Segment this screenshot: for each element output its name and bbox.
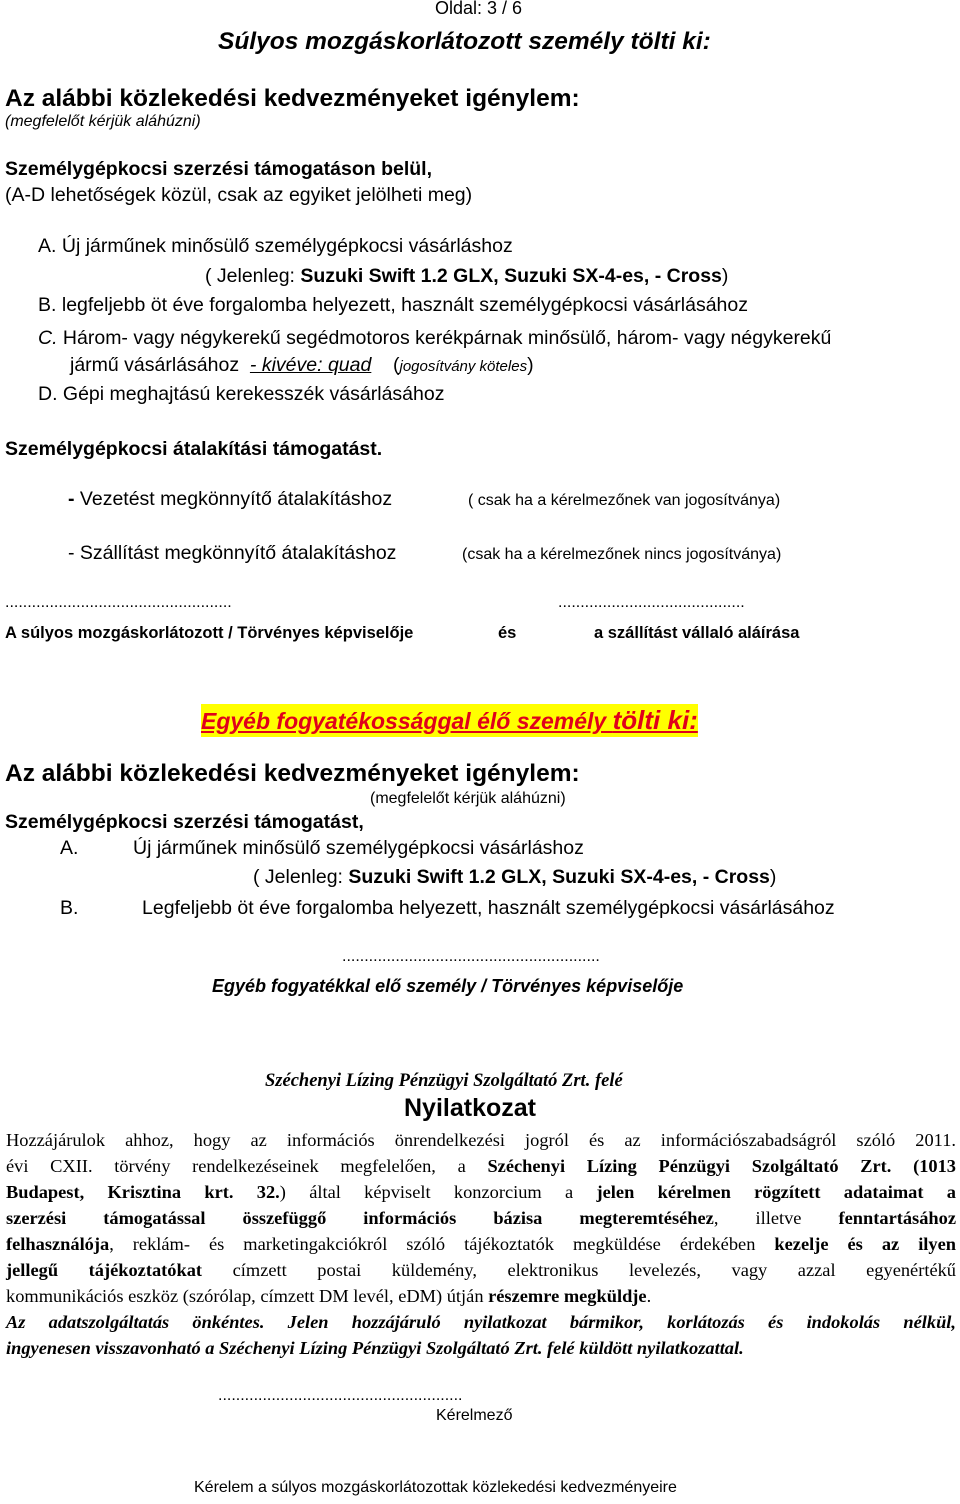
declaration-voluntary-line: ingyenesen visszavonható a Széchenyi Lízing Pénzügyi Szolgáltató Zrt. felé küldött nyilatkozattal.: [6, 1338, 744, 1358]
section2-option-b-letter: B.: [60, 897, 79, 919]
applicant-label: Kérelmező: [436, 1407, 513, 1424]
declaration-company: Széchenyi Lízing Pénzügyi Szolgáltató Zrt. felé: [265, 1071, 623, 1091]
page-footer: Kérelem a súlyos mozgáskorlátozottak közlekedési kedvezményeire: [194, 1479, 677, 1496]
option-c-exception: - kivéve: quad: [249, 354, 372, 376]
signature-label-and: és: [498, 624, 517, 642]
conversion-option-driving-note: ( csak ha a kérelmezőnek van jogosítványa): [468, 492, 781, 509]
declaration-line: jellegű tájékoztatókat címzett postai küldemény, elektronikus levelezés, vagy azzal egyenértékű: [6, 1260, 956, 1280]
declaration-voluntary-line: Az adatszolgáltatás önkéntes. Jelen hozzájáruló nyilatkozat bármikor, korlátozás és indokolás nélkül,: [6, 1312, 956, 1332]
section2-note: (megfelelőt kérjük aláhúzni): [370, 790, 566, 807]
option-a-text: Új járműnek minősülő személygépkocsi vásárláshoz: [61, 235, 513, 257]
declaration-title: Nyilatkozat: [404, 1094, 536, 1122]
section2-option-b-text: Legfeljebb öt éve forgalomba helyezett, használt személygépkocsi vásárlásához: [142, 897, 835, 919]
signature-label-transporter: a szállítást vállaló aláírása: [594, 624, 800, 642]
option-c: [38, 327, 831, 350]
page-number: Oldal: 3 / 6: [435, 0, 523, 18]
option-a-letter: A.: [38, 235, 57, 257]
option-d-letter: D.: [38, 383, 58, 405]
conversion-option-driving: - Vezetést megkönnyítő átalakításhoz: [68, 488, 393, 510]
section2-option-a-text: Új járműnek minősülő személygépkocsi vásárláshoz: [133, 837, 584, 859]
section2-title: Egyéb fogyatékossággal élő személy tölti ki:: [201, 705, 698, 735]
section2-purchase-title: Személygépkocsi szerzési támogatást,: [5, 811, 364, 833]
declaration-line: kommunikációs eszköz (szórólap, címzett DM levél, eDM) útján részemre megküldje.: [6, 1286, 652, 1306]
section1-heading: Az alábbi közlekedési kedvezményeket igénylem:: [5, 85, 580, 112]
option-c-letter: C.: [38, 327, 58, 349]
option-d-text: Gépi meghajtású kerekesszék vásárlásához: [62, 383, 445, 405]
purchase-support-note: (A-D lehetőségek közül, csak az egyiket jelölheti meg): [5, 184, 473, 206]
declaration-line: Hozzájárulok ahhoz, hogy az információs önrendelkezési jogról és az információszabadságról szóló 2011.: [6, 1130, 956, 1150]
applicant-signature-dots: .......................................................: [218, 1387, 463, 1404]
section2-option-a-letter: A.: [60, 837, 79, 859]
option-b: [38, 294, 748, 317]
option-b-text: legfeljebb öt éve forgalomba helyezett, használt személygépkocsi vásárlásához: [61, 294, 748, 316]
section2-option-a-current-models: ( Jelenleg: Suzuki Swift 1.2 GLX, Suzuki SX-4-es, - Cross): [253, 866, 777, 888]
option-c-license: jogosítvány köteles: [399, 358, 528, 375]
declaration-line: évi CXII. törvény rendelkezéseinek megfelelően, a Széchenyi Lízing Pénzügyi Szolgáltató Zrt. (1013: [6, 1156, 956, 1176]
section1-note: (megfelelőt kérjük aláhúzni): [5, 113, 201, 130]
section1-title: Súlyos mozgáskorlátozott személy tölti ki:: [218, 28, 711, 55]
section2-signature-dots: ..........................................................: [342, 948, 600, 965]
declaration-line: felhasználója, reklám- és marketingakciókról szóló tájékoztatók megküldése érdekében kezelje és az ilyen: [6, 1234, 957, 1254]
declaration-line: Budapest, Krisztina krt. 32.) által képviselt konzorcium a jelen kérelmen rögzített adataimat a: [6, 1182, 956, 1202]
option-a-current-models: ( Jelenleg: Suzuki Swift 1.2 GLX, Suzuki SX-4-es, - Cross): [205, 265, 729, 287]
purchase-support-title: Személygépkocsi szerzési támogatáson belül,: [5, 158, 432, 180]
option-c-text: Három- vagy négykerekű segédmotoros kerékpárnak minősülő, három- vagy négykerekű: [62, 327, 832, 349]
conversion-option-transport: - Szállítást megkönnyítő átalakításhoz: [68, 542, 397, 564]
option-d: [38, 383, 444, 406]
conversion-support-title: Személygépkocsi átalakítási támogatást.: [5, 438, 383, 460]
conversion-option-transport-note: (csak ha a kérelmezőnek nincs jogosítványa): [462, 546, 782, 563]
signature-dots-left: ...................................................: [5, 594, 232, 611]
section2-signature-label: Egyéb fogyatékkal elő személy / Törvényes képviselője: [212, 976, 684, 996]
option-b-letter: B.: [38, 294, 57, 316]
signature-dots-right: ..........................................: [558, 594, 745, 611]
option-a: [38, 235, 513, 258]
option-c-continued: jármű vásárlásához - kivéve: quad (jogosítvány köteles): [70, 354, 534, 376]
signature-label-applicant: A súlyos mozgáskorlátozott / Törvényes képviselője: [5, 624, 414, 642]
section2-heading: Az alábbi közlekedési kedvezményeket igénylem:: [5, 760, 580, 787]
declaration-line: szerzési támogatással összefüggő információs bázisa megteremtéséhez, illetve fenntartásához: [6, 1208, 956, 1228]
